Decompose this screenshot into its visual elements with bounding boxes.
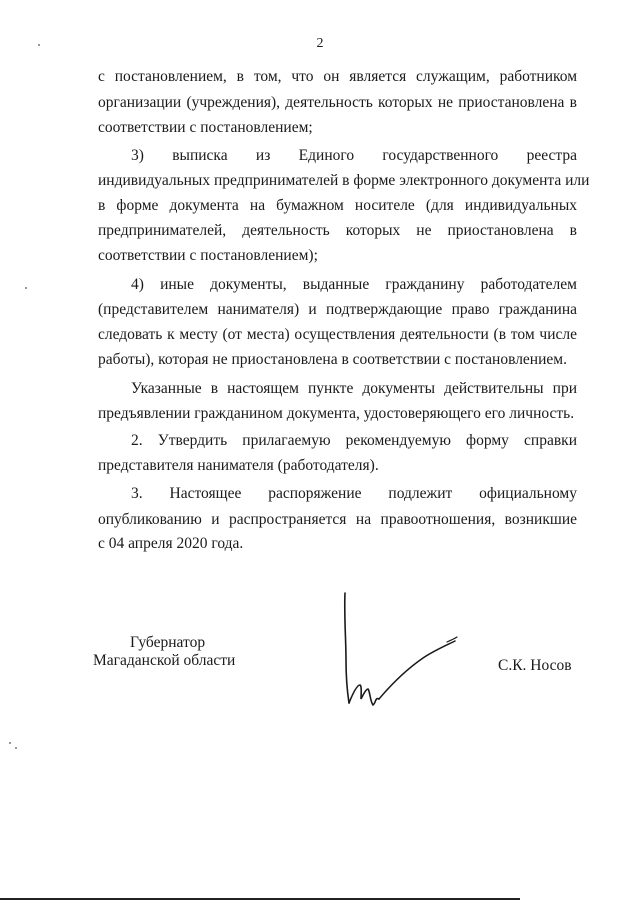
text-line-7: предпринимателей, деятельность которых не приостановлена в bbox=[98, 222, 577, 239]
text-line-2: организации (учреждения), деятельность которых не приостановлена в bbox=[98, 94, 577, 111]
text-line-8: соответствии с постановлением); bbox=[98, 247, 318, 264]
text-line-3: соответствии с постановлением; bbox=[98, 119, 313, 136]
scan-speck bbox=[38, 44, 40, 46]
scan-speck bbox=[15, 747, 17, 749]
text-line-19: с 04 апреля 2020 года. bbox=[98, 535, 244, 552]
text-line-6: в форме документа на бумажном носителе (для индивидуальных bbox=[98, 197, 577, 214]
signer-name: С.К. Носов bbox=[498, 657, 572, 674]
text-line-16: представителя нанимателя (работодателя). bbox=[98, 457, 379, 474]
text-line-13: Указанные в настоящем пункте документы действительны при bbox=[131, 380, 577, 397]
text-line-11: следовать к месту (от места) осуществления деятельности (в том числе bbox=[98, 326, 577, 343]
page-bottom-edge bbox=[0, 898, 520, 900]
scan-speck bbox=[25, 287, 27, 289]
text-line-12: работы), которая не приостановлена в соответствии с постановлением. bbox=[98, 351, 567, 368]
signer-title-line-2: Магаданской области bbox=[93, 652, 236, 669]
text-line-5: индивидуальных предпринимателей в форме электронного документа или bbox=[98, 172, 590, 189]
text-line-9: 4) иные документы, выданные гражданину работодателем bbox=[131, 276, 577, 293]
text-line-4: 3) выписка из Единого государственного реестра bbox=[131, 147, 577, 164]
text-line-1: с постановлением, в том, что он является служащим, работником bbox=[98, 68, 577, 85]
handwritten-signature bbox=[335, 585, 475, 725]
text-line-10: (представителем нанимателя) и подтверждающие право гражданина bbox=[98, 301, 577, 318]
text-line-17: 3. Настоящее распоряжение подлежит официальному bbox=[131, 485, 577, 502]
text-line-15: 2. Утвердить прилагаемую рекомендуемую форму справки bbox=[131, 432, 577, 449]
page-number: 2 bbox=[316, 36, 324, 51]
scan-speck bbox=[9, 742, 11, 744]
signer-title-line-1: Губернатор bbox=[130, 634, 206, 651]
text-line-14: предъявлении гражданином документа, удостоверяющего его личность. bbox=[98, 405, 575, 422]
text-line-18: опубликованию и распространяется на правоотношения, возникшие bbox=[98, 511, 577, 528]
